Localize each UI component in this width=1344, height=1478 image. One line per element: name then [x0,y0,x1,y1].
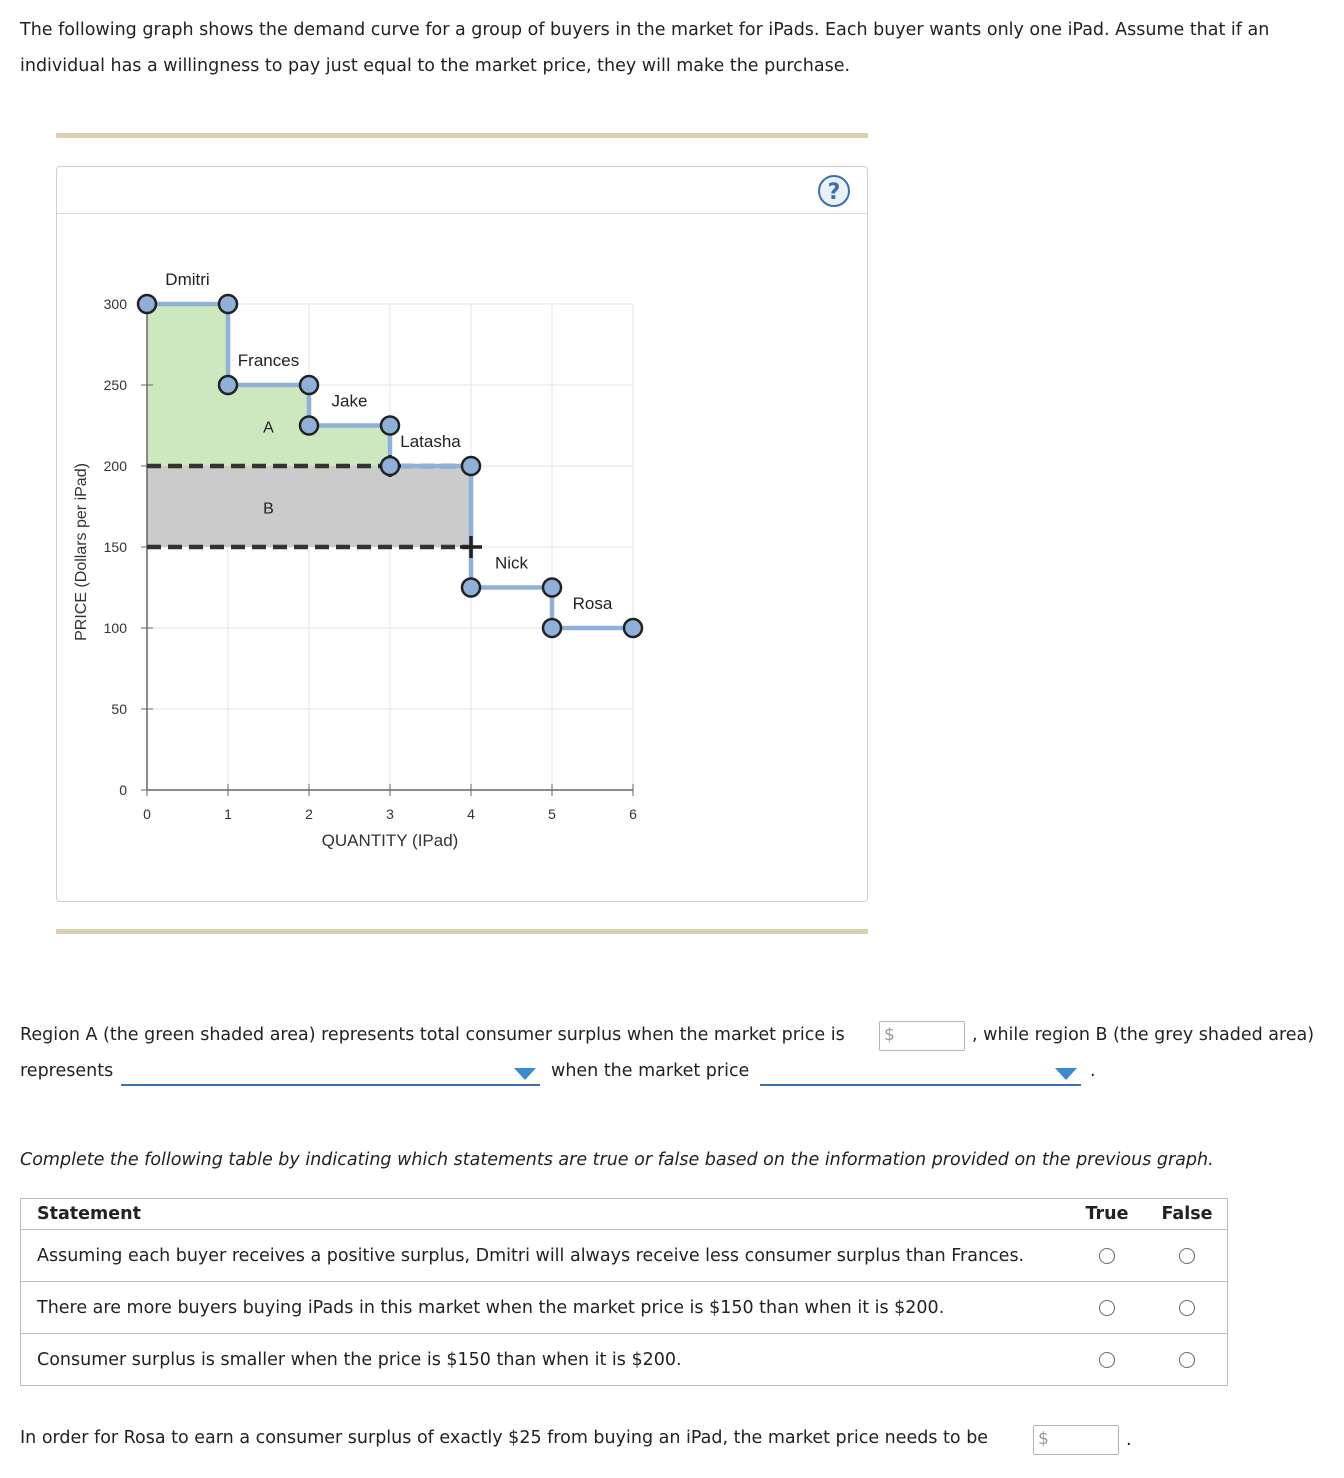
false-header: False [1147,1199,1228,1230]
q2-price-input[interactable] [1033,1425,1119,1455]
table-header-row [21,1199,1228,1230]
y-axis-label: PRICE (Dollars per iPad) [73,463,90,641]
demand-point [300,417,318,435]
true-radio[interactable] [1099,1248,1115,1264]
x-tick-label: 2 [305,806,313,822]
table-row [21,1334,1228,1386]
buyer-label: Jake [331,391,368,411]
y-tick-label: 100 [103,620,127,636]
x-tick-label: 0 [143,806,151,822]
y-tick-label: 250 [103,377,127,393]
q2-text: In order for Rosa to earn a consumer surplus of exactly $25 from buying an iPad, the market price needs to be [20,1428,989,1448]
region-a-label: A [263,419,274,437]
demand-point [462,579,480,597]
q1-market-price-dropdown[interactable] [760,1056,1081,1086]
help-button[interactable]: ? [818,175,850,207]
y-tick-label: 200 [103,458,127,474]
q1-represents-dropdown[interactable] [121,1056,540,1086]
buyer-label: Frances [237,351,300,370]
dollar-sign: $ [1038,1429,1049,1449]
buyer-label: Nick [494,553,529,573]
x-tick-label: 1 [224,806,232,822]
true-radio[interactable] [1099,1352,1115,1368]
demand-point [381,417,399,435]
demand-point [300,376,318,394]
table-intro: Complete the following table by indicating which statements are true or false based on the information provided on the previous graph. [20,1150,1214,1170]
region-b-label: B [263,500,274,518]
chevron-down-icon [1055,1068,1077,1080]
intro-text: The following graph shows the demand curve for a group of buyers in the market for iPads. Each buyer wants only one iPad. Assume that if an individual has a willingness to pay just equal to the market price, they will make the purchase. [20,20,1270,76]
statement-text: Assuming each buyer receives a positive surplus, Dmitri will always receive less consumer surplus than Frances. [21,1230,1068,1282]
q1-price-input[interactable] [879,1021,965,1051]
dollar-sign: $ [884,1025,895,1045]
demand-point [543,619,561,637]
x-tick-label: 5 [548,806,556,822]
q1-text-part4: when the market price [551,1061,750,1081]
buyer-label: Dmitri [165,270,210,289]
y-tick-label: 150 [103,539,127,555]
x-axis-label: QUANTITY (IPad) [321,831,459,850]
x-tick-label: 4 [467,806,475,822]
demand-point [138,295,156,313]
true-header: True [1067,1199,1147,1230]
table-row [21,1230,1228,1282]
true-radio[interactable] [1099,1300,1115,1316]
chevron-down-icon [514,1068,536,1080]
x-tick-label: 6 [629,806,637,822]
statement-header: Statement [21,1199,1068,1230]
x-tick-label: 3 [386,806,394,822]
false-radio[interactable] [1179,1248,1195,1264]
demand-point [543,579,561,597]
statement-table [20,1198,1228,1386]
buyer-label: Rosa [572,594,613,613]
q1-period: . [1090,1061,1096,1081]
q1-text-part2: , while region B (the grey shaded area) [972,1025,1315,1045]
y-tick-label: 0 [119,782,127,798]
false-radio[interactable] [1179,1300,1195,1316]
q1-text-part3: represents [20,1061,114,1081]
statement-text: Consumer surplus is smaller when the price is $150 than when it is $200. [21,1334,1068,1386]
y-tick-label: 50 [111,701,127,717]
statement-text: There are more buyers buying iPads in this market when the market price is $150 than when it is $200. [21,1282,1068,1334]
false-radio[interactable] [1179,1352,1195,1368]
region-b [147,466,471,547]
demand-point [462,457,480,475]
demand-point [219,295,237,313]
demand-point [381,457,399,475]
q2-period: . [1126,1430,1132,1450]
demand-point [624,619,642,637]
bottom-divider [56,929,868,934]
table-row [21,1282,1228,1334]
demand-point [219,376,237,394]
buyer-label: Latasha [400,432,461,451]
q1-text-part1: Region A (the green shaded area) represents total consumer surplus when the market price is [20,1025,845,1045]
y-tick-label: 300 [103,296,127,312]
